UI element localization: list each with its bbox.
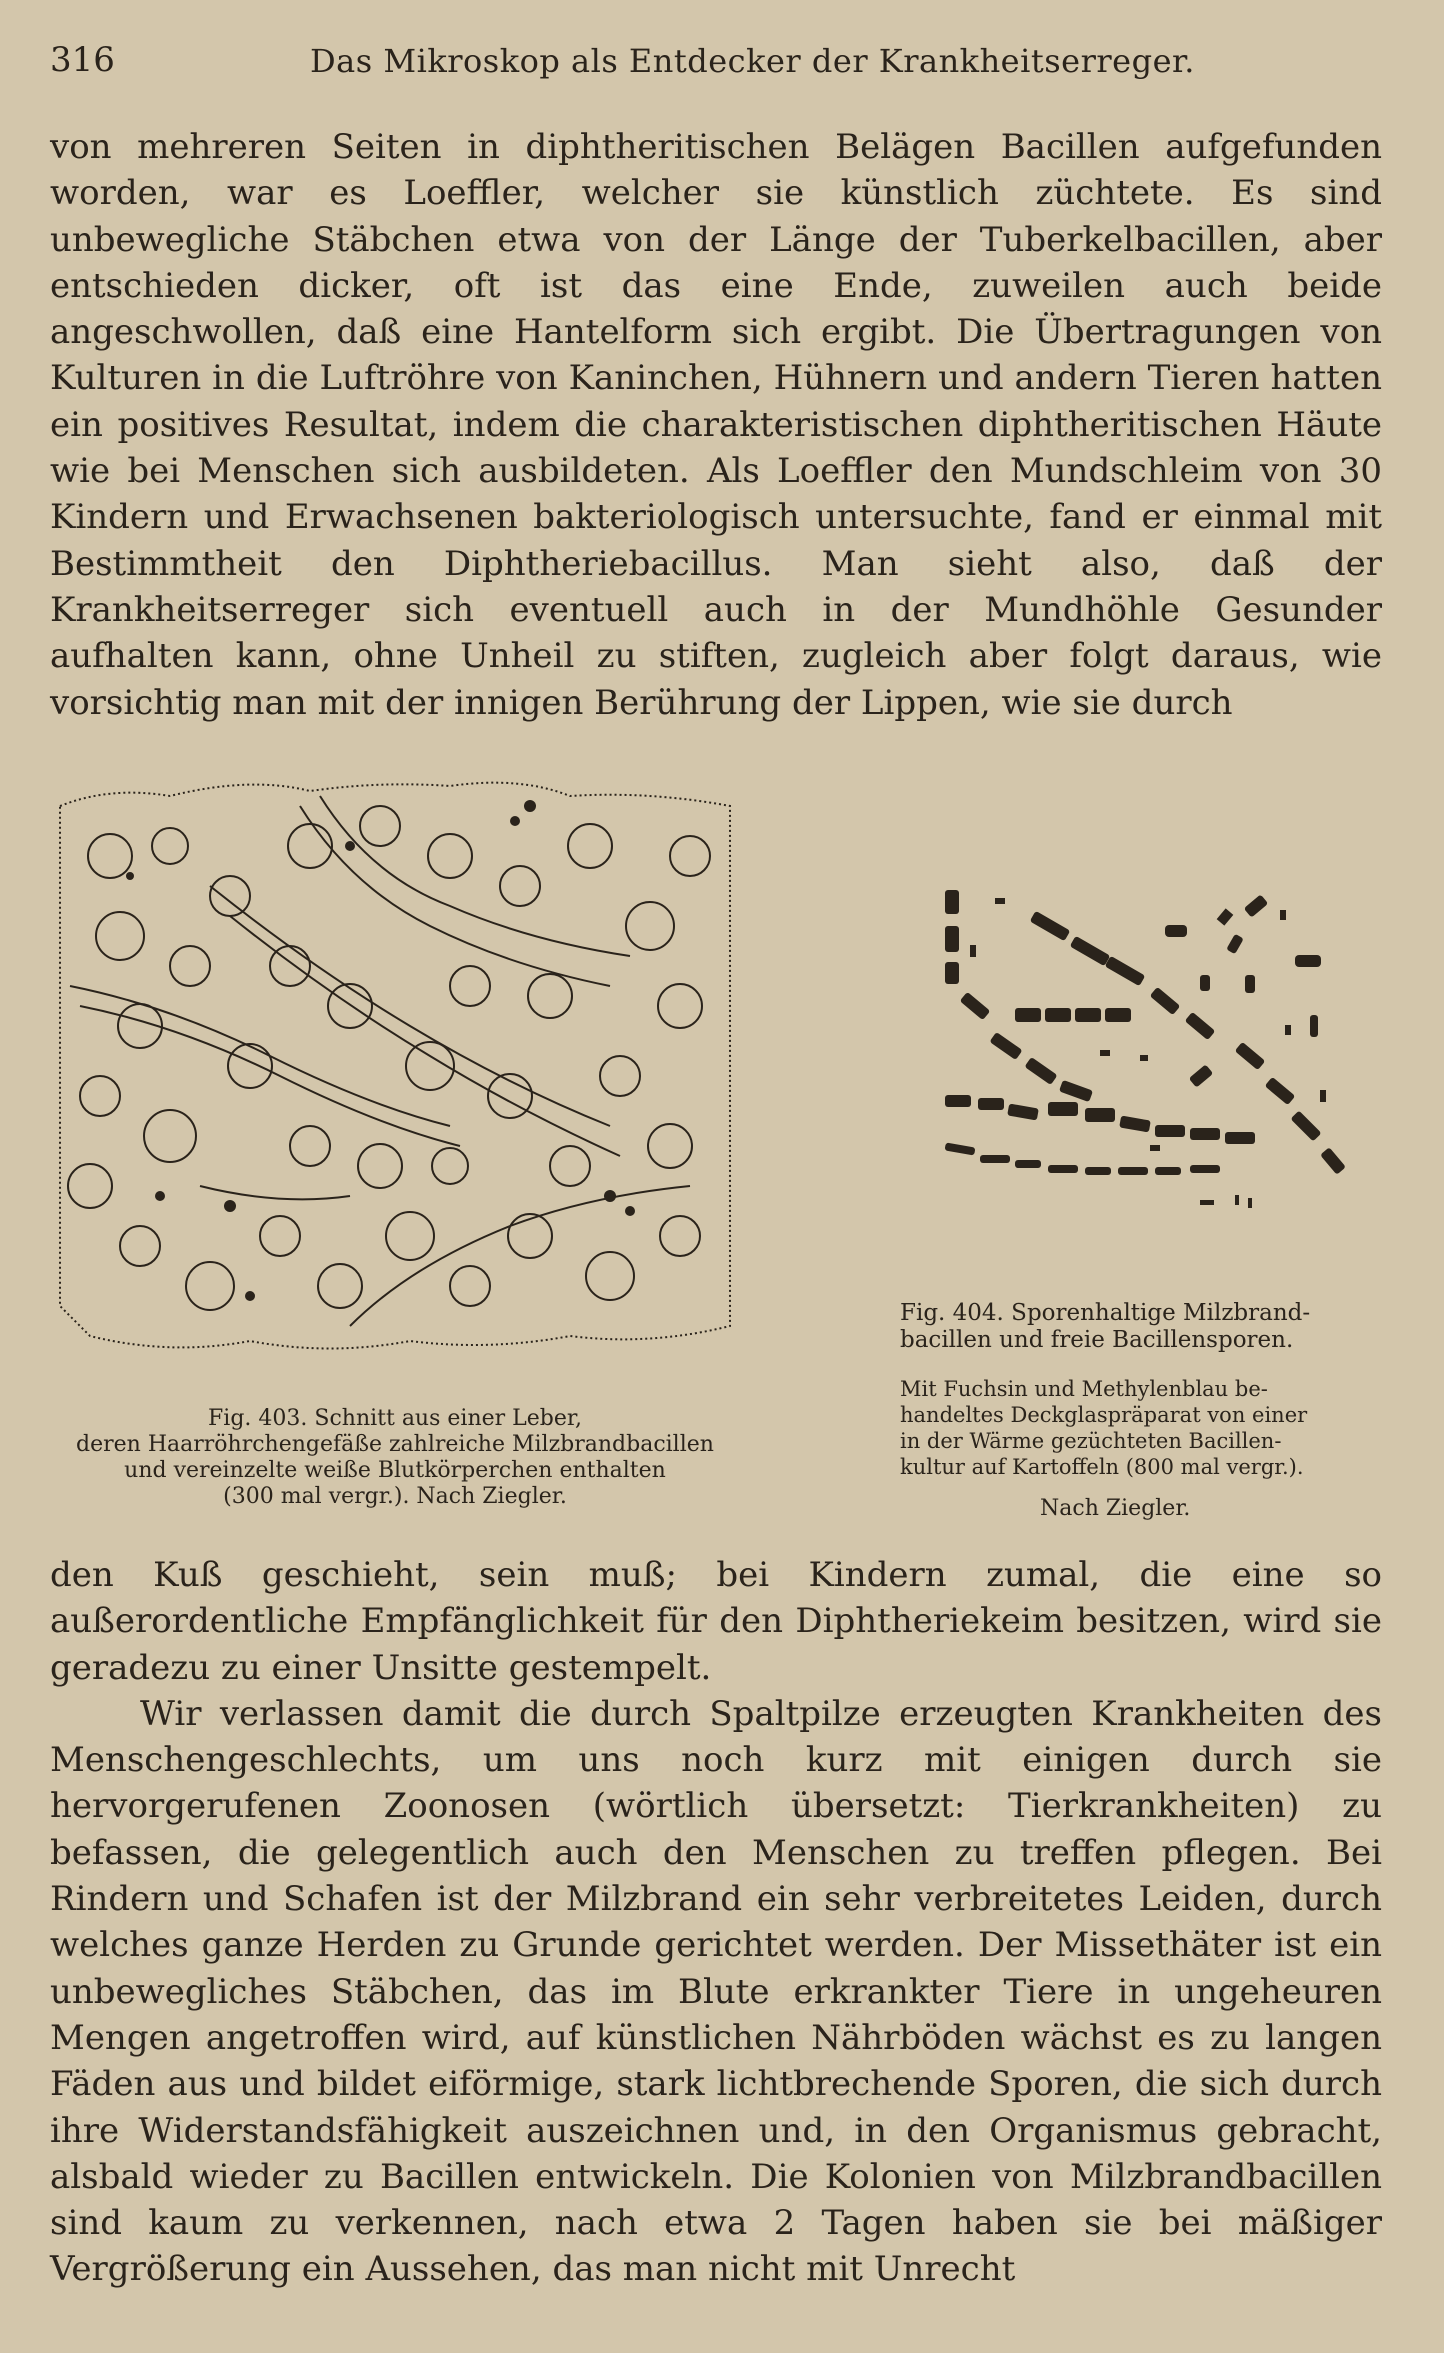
paragraph: den Kuß geschieht, sein muß; bei Kindern zumal, die eine so außerordentliche Empfänglichkeit für den Diphtheriekeim besitzen, wird sie geradezu zu einer Unsitte gestempelt.	[50, 1555, 1382, 1688]
figure-404-description	[900, 1376, 1390, 1480]
caption-line: (300 mal vergr.). Nach Ziegler.	[223, 1484, 567, 1509]
caption-line: in der Wärme gezüchteten Bacillen-	[900, 1429, 1282, 1453]
caption-line: und vereinzelte weiße Blutkörperchen enthalten	[124, 1458, 666, 1483]
liver-section-illustration	[50, 766, 740, 1366]
figure-404-title	[900, 1300, 1390, 1354]
caption-line: bacillen und freie Bacillensporen.	[900, 1327, 1294, 1353]
text-block-bottom	[50, 1552, 1382, 2293]
caption-line: Fig. 403. Schnitt aus einer Leber,	[208, 1406, 582, 1431]
figure-403	[50, 766, 740, 1526]
caption-line: Fig. 404. Sporenhaltige Milzbrand-	[900, 1300, 1311, 1326]
running-title: Das Mikroskop als Entdecker der Krankheitserreger.	[310, 42, 1195, 80]
caption-line: deren Haarröhrchengefäße zahlreiche Milzbrandbacillen	[76, 1432, 714, 1457]
bacilli-spores-illustration	[900, 870, 1390, 1270]
page-header	[50, 40, 1380, 90]
paragraph: von mehreren Seiten in diphtheritischen Belägen Bacillen aufgefunden worden, war es Loeffler, welcher sie künstlich züchtete. Es sind unbewegliche Stäbchen etwa von der Länge der Tuberkelbacillen, aber entschieden dicker, oft ist das eine Ende, zuweilen auch beide angeschwollen, daß eine Hantelform sich ergibt. Die Übertragungen von Kulturen in die Luftröhre von Kaninchen, Hühnern und andern Tieren hatten ein positives Resultat, indem die charakteristischen diphtheritischen Häute wie bei Menschen sich ausbildeten. Als Loeffler den Mundschleim von 30 Kindern und Erwachsenen bakteriologisch untersuchte, fand er einmal mit Bestimmtheit den Diphtheriebacillus. Man sieht also, daß der Krankheitserreger sich eventuell auch in der Mundhöhle Gesunder aufhalten kann, ohne Unheil zu stiften, zugleich aber folgt daraus, wie vorsichtig man mit der innigen Berührung der Lippen, wie sie durch	[50, 127, 1382, 723]
page-number: 316	[50, 40, 115, 80]
figure-403-caption	[50, 1406, 740, 1510]
paragraph: Wir verlassen damit die durch Spaltpilze erzeugten Krankheiten des Menschengeschlechts, um uns noch kurz mit einigen durch sie hervorgerufenen Zoonosen (wörtlich übersetzt: Tierkrankheiten) zu befassen, die gelegentlich auch den Menschen zu treffen pflegen. Bei Rindern und Schafen ist der Milzbrand ein sehr verbreitetes Leiden, durch welches ganze Herden zu Grunde gerichtet werden. Der Missethäter ist ein unbewegliches Stäbchen, das im Blute erkrankter Tiere in ungeheuren Mengen angetroffen wird, auf künstlichen Nährböden wächst es zu langen Fäden aus und bildet eiförmige, stark lichtbrechende Sporen, die sich durch ihre Widerstandsfähigkeit auszeichnen und, in den Organismus gebracht, alsbald wieder zu Bacillen entwickeln. Die Kolonien von Milzbrandbacillen sind kaum zu verkennen, nach etwa 2 Tagen haben sie bei mäßiger Vergrößerung ein Aussehen, das man nicht mit Unrecht	[50, 1693, 1382, 2290]
caption-line: Mit Fuchsin und Methylenblau be-	[900, 1377, 1268, 1401]
figure-404	[900, 880, 1390, 1530]
text-block-top	[50, 124, 1382, 726]
figure-404-credit: Nach Ziegler.	[1040, 1496, 1191, 1521]
caption-line: kultur auf Kartoffeln (800 mal vergr.).	[900, 1455, 1304, 1479]
caption-line: handeltes Deckglaspräparat von einer	[900, 1403, 1308, 1427]
